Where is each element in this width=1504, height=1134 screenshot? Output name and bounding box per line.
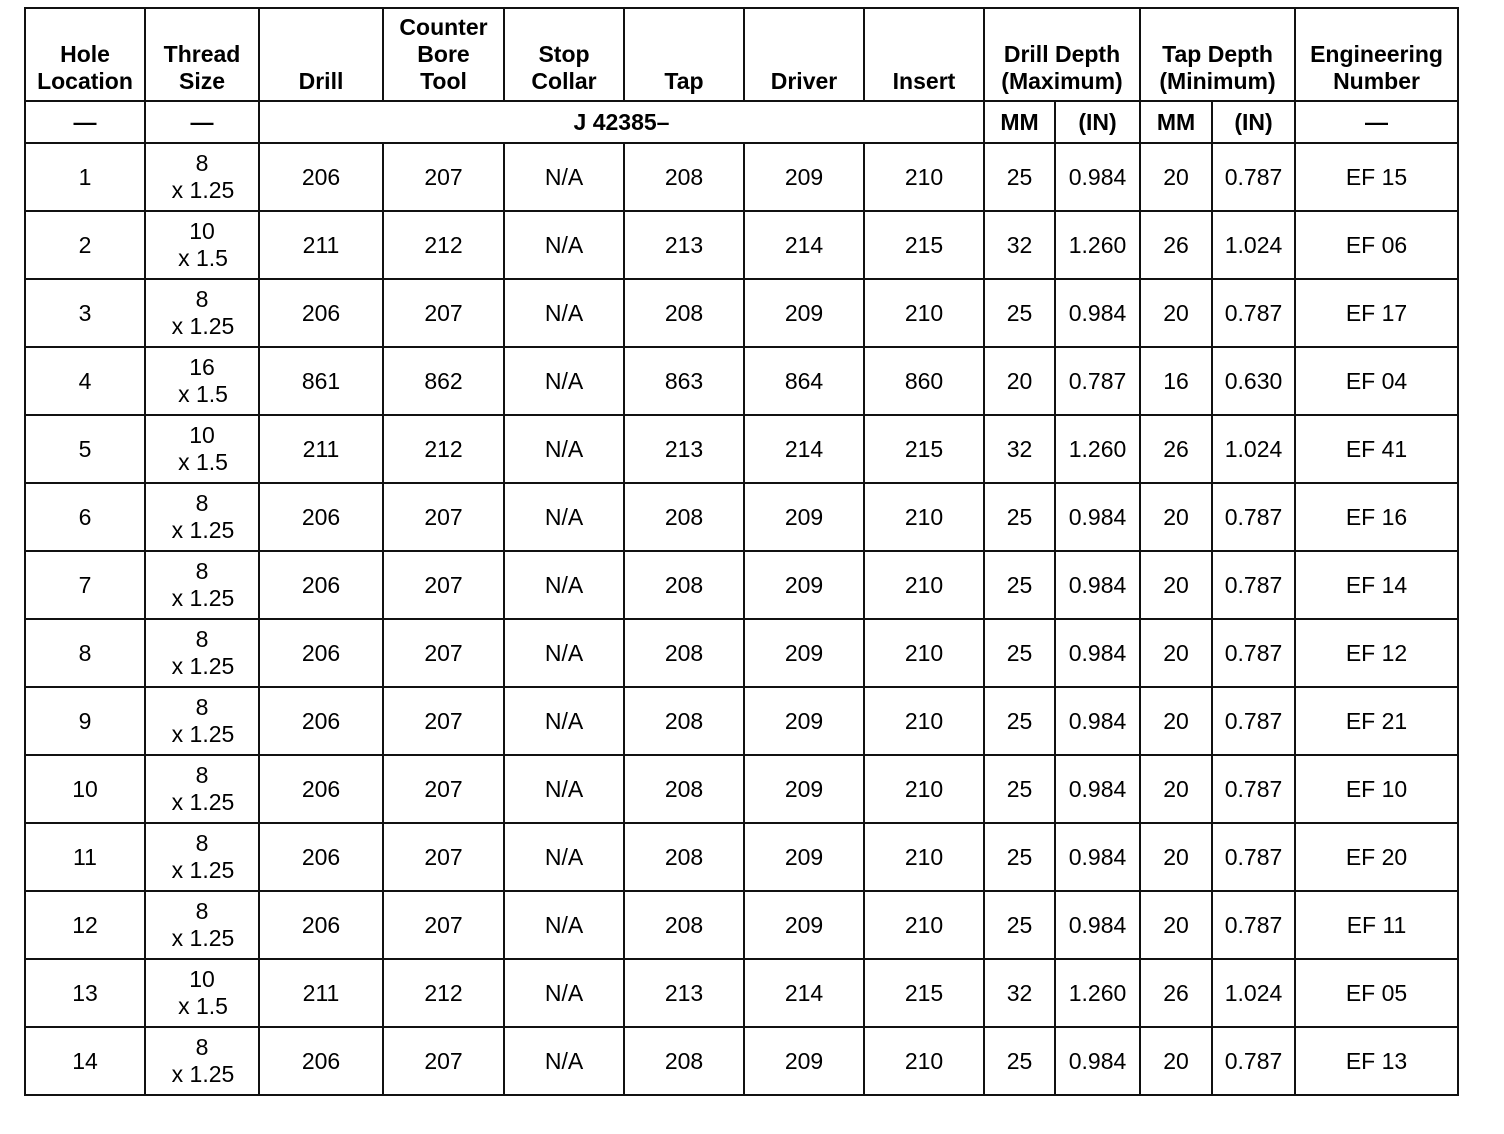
cell-tap: 208 bbox=[624, 755, 744, 823]
cell-engineering-number: EF 11 bbox=[1295, 891, 1458, 959]
cell-stop-collar: N/A bbox=[504, 755, 624, 823]
cell-insert: 210 bbox=[864, 143, 984, 211]
cell-drill-depth-in: 0.984 bbox=[1055, 687, 1140, 755]
cell-drill-depth-in: 0.787 bbox=[1055, 347, 1140, 415]
cell-drill-depth-in: 0.984 bbox=[1055, 143, 1140, 211]
header-tap-depth-line1: Tap Depth bbox=[1162, 41, 1273, 67]
cell-counter-bore-tool: 207 bbox=[383, 143, 504, 211]
table-row bbox=[25, 211, 1458, 279]
cell-tap-depth-mm: 20 bbox=[1140, 687, 1212, 755]
cell-drill: 206 bbox=[259, 619, 383, 687]
cell-tap-depth-mm: 26 bbox=[1140, 415, 1212, 483]
cell-drill-depth-in: 1.260 bbox=[1055, 211, 1140, 279]
thread-diameter: 8 bbox=[195, 694, 209, 720]
thread-diameter: 8 bbox=[195, 286, 209, 312]
table-row bbox=[25, 347, 1458, 415]
cell-engineering-number: EF 05 bbox=[1295, 959, 1458, 1027]
header-engineering-line1: Engineering bbox=[1310, 41, 1443, 67]
cell-drill-depth-in: 0.984 bbox=[1055, 891, 1140, 959]
cell-insert: 210 bbox=[864, 619, 984, 687]
cell-thread-size bbox=[145, 279, 259, 347]
thread-diameter: 10 bbox=[189, 966, 215, 992]
cell-drill-depth-in: 0.984 bbox=[1055, 279, 1140, 347]
cell-counter-bore-tool: 207 bbox=[383, 279, 504, 347]
cell-tap-depth-in: 0.787 bbox=[1212, 823, 1295, 891]
cell-thread-size bbox=[145, 483, 259, 551]
cell-insert: 215 bbox=[864, 211, 984, 279]
cell-thread-size bbox=[145, 415, 259, 483]
cell-driver: 209 bbox=[744, 619, 864, 687]
cell-thread-size bbox=[145, 551, 259, 619]
cell-tap-depth-mm: 20 bbox=[1140, 483, 1212, 551]
cell-tap-depth-in: 0.787 bbox=[1212, 755, 1295, 823]
thread-pitch: x 1.5 bbox=[178, 245, 228, 271]
thread-diameter: 8 bbox=[195, 626, 209, 652]
cell-stop-collar: N/A bbox=[504, 823, 624, 891]
cell-tap-depth-in: 0.787 bbox=[1212, 1027, 1295, 1095]
cell-tap-depth-mm: 26 bbox=[1140, 211, 1212, 279]
cell-engineering-number: EF 21 bbox=[1295, 687, 1458, 755]
thread-pitch: x 1.25 bbox=[171, 721, 235, 747]
header-insert: Insert bbox=[864, 8, 984, 101]
header-engineering-number bbox=[1295, 8, 1458, 101]
header-counter-bore-tool bbox=[383, 8, 504, 101]
thread-pitch: x 1.25 bbox=[171, 517, 235, 543]
cell-driver: 209 bbox=[744, 1027, 864, 1095]
header-driver: Driver bbox=[744, 8, 864, 101]
cell-tap-depth-mm: 26 bbox=[1140, 959, 1212, 1027]
thread-pitch: x 1.5 bbox=[178, 381, 228, 407]
header-thread-size-line2: Size bbox=[178, 68, 226, 94]
cell-tap: 208 bbox=[624, 279, 744, 347]
thread-pitch: x 1.25 bbox=[171, 653, 235, 679]
cell-drill-depth-mm: 25 bbox=[984, 279, 1055, 347]
cell-driver: 214 bbox=[744, 211, 864, 279]
cell-tap-depth-in: 0.787 bbox=[1212, 483, 1295, 551]
cell-insert: 215 bbox=[864, 959, 984, 1027]
cell-stop-collar: N/A bbox=[504, 143, 624, 211]
cell-counter-bore-tool: 207 bbox=[383, 687, 504, 755]
thread-pitch: x 1.5 bbox=[178, 993, 228, 1019]
cell-tap-depth-mm: 20 bbox=[1140, 551, 1212, 619]
hole-tooling-table bbox=[24, 7, 1459, 1096]
cell-thread-size bbox=[145, 891, 259, 959]
cell-drill-depth-mm: 25 bbox=[984, 483, 1055, 551]
cell-counter-bore-tool: 212 bbox=[383, 415, 504, 483]
cell-tap-depth-in: 0.787 bbox=[1212, 279, 1295, 347]
cell-tap-depth-mm: 20 bbox=[1140, 619, 1212, 687]
cell-drill: 206 bbox=[259, 279, 383, 347]
header-hole-location bbox=[25, 8, 145, 101]
units-engineering-number: — bbox=[1295, 101, 1458, 143]
cell-insert: 210 bbox=[864, 483, 984, 551]
units-row bbox=[25, 101, 1458, 143]
cell-driver: 209 bbox=[744, 279, 864, 347]
header-stop-collar-line1: Stop bbox=[538, 41, 590, 67]
cell-drill-depth-in: 0.984 bbox=[1055, 551, 1140, 619]
cell-drill-depth-in: 0.984 bbox=[1055, 619, 1140, 687]
header-tap: Tap bbox=[624, 8, 744, 101]
thread-diameter: 8 bbox=[195, 490, 209, 516]
cell-drill-depth-mm: 25 bbox=[984, 755, 1055, 823]
cell-hole-location: 3 bbox=[25, 279, 145, 347]
cell-counter-bore-tool: 207 bbox=[383, 619, 504, 687]
table-row bbox=[25, 415, 1458, 483]
cell-engineering-number: EF 41 bbox=[1295, 415, 1458, 483]
cell-driver: 209 bbox=[744, 891, 864, 959]
cell-counter-bore-tool: 212 bbox=[383, 959, 504, 1027]
table-row bbox=[25, 619, 1458, 687]
thread-pitch: x 1.25 bbox=[171, 925, 235, 951]
cell-drill: 206 bbox=[259, 891, 383, 959]
cell-engineering-number: EF 10 bbox=[1295, 755, 1458, 823]
units-tap-mm: MM bbox=[1140, 101, 1212, 143]
cell-thread-size bbox=[145, 1027, 259, 1095]
thread-diameter: 8 bbox=[195, 150, 209, 176]
header-drill-depth-line2: (Maximum) bbox=[1001, 68, 1123, 94]
cell-drill: 206 bbox=[259, 823, 383, 891]
table-row bbox=[25, 483, 1458, 551]
header-stop-collar bbox=[504, 8, 624, 101]
thread-pitch: x 1.25 bbox=[171, 313, 235, 339]
header-drill-depth bbox=[984, 8, 1140, 101]
cell-engineering-number: EF 04 bbox=[1295, 347, 1458, 415]
cell-drill-depth-mm: 25 bbox=[984, 619, 1055, 687]
cell-tap: 208 bbox=[624, 483, 744, 551]
cell-drill-depth-mm: 25 bbox=[984, 551, 1055, 619]
header-engineering-line2: Number bbox=[1333, 68, 1420, 94]
cell-drill: 206 bbox=[259, 143, 383, 211]
cell-drill-depth-in: 0.984 bbox=[1055, 823, 1140, 891]
cell-tap-depth-in: 1.024 bbox=[1212, 415, 1295, 483]
thread-diameter: 8 bbox=[195, 1034, 209, 1060]
cell-drill-depth-in: 0.984 bbox=[1055, 483, 1140, 551]
cell-drill-depth-mm: 25 bbox=[984, 823, 1055, 891]
cell-tap-depth-in: 0.787 bbox=[1212, 687, 1295, 755]
cell-hole-location: 2 bbox=[25, 211, 145, 279]
cell-hole-location: 8 bbox=[25, 619, 145, 687]
cell-drill: 206 bbox=[259, 1027, 383, 1095]
cell-tap: 208 bbox=[624, 143, 744, 211]
cell-drill-depth-in: 1.260 bbox=[1055, 415, 1140, 483]
cell-counter-bore-tool: 207 bbox=[383, 823, 504, 891]
thread-diameter: 8 bbox=[195, 830, 209, 856]
cell-drill-depth-mm: 25 bbox=[984, 687, 1055, 755]
cell-tap-depth-in: 0.787 bbox=[1212, 891, 1295, 959]
header-thread-size bbox=[145, 8, 259, 101]
cell-tap-depth-mm: 20 bbox=[1140, 143, 1212, 211]
cell-tap-depth-in: 0.787 bbox=[1212, 143, 1295, 211]
cell-insert: 210 bbox=[864, 1027, 984, 1095]
header-hole-location-line2: Location bbox=[37, 68, 133, 94]
cell-hole-location: 6 bbox=[25, 483, 145, 551]
cell-drill-depth-in: 0.984 bbox=[1055, 1027, 1140, 1095]
cell-insert: 210 bbox=[864, 551, 984, 619]
cell-tap: 213 bbox=[624, 415, 744, 483]
table-row bbox=[25, 755, 1458, 823]
units-hole-location: — bbox=[25, 101, 145, 143]
thread-pitch: x 1.5 bbox=[178, 449, 228, 475]
cell-thread-size bbox=[145, 619, 259, 687]
cell-thread-size bbox=[145, 959, 259, 1027]
cell-thread-size bbox=[145, 211, 259, 279]
cell-insert: 215 bbox=[864, 415, 984, 483]
units-drill-in: (IN) bbox=[1055, 101, 1140, 143]
table-row bbox=[25, 687, 1458, 755]
table-row bbox=[25, 891, 1458, 959]
cell-driver: 864 bbox=[744, 347, 864, 415]
thread-diameter: 8 bbox=[195, 762, 209, 788]
cell-counter-bore-tool: 207 bbox=[383, 1027, 504, 1095]
cell-tap-depth-mm: 20 bbox=[1140, 279, 1212, 347]
thread-pitch: x 1.25 bbox=[171, 857, 235, 883]
thread-diameter: 8 bbox=[195, 558, 209, 584]
units-thread-size: — bbox=[145, 101, 259, 143]
table-row bbox=[25, 959, 1458, 1027]
cell-driver: 209 bbox=[744, 687, 864, 755]
cell-thread-size bbox=[145, 347, 259, 415]
cell-insert: 210 bbox=[864, 823, 984, 891]
cell-thread-size bbox=[145, 687, 259, 755]
cell-driver: 209 bbox=[744, 551, 864, 619]
cell-driver: 209 bbox=[744, 823, 864, 891]
cell-engineering-number: EF 15 bbox=[1295, 143, 1458, 211]
cell-driver: 209 bbox=[744, 143, 864, 211]
header-counter-bore-line1: Counter bbox=[399, 14, 488, 40]
cell-tap-depth-in: 0.787 bbox=[1212, 619, 1295, 687]
cell-hole-location: 11 bbox=[25, 823, 145, 891]
cell-tap-depth-mm: 20 bbox=[1140, 1027, 1212, 1095]
header-counter-bore-line3: Tool bbox=[420, 68, 467, 94]
cell-insert: 210 bbox=[864, 279, 984, 347]
cell-drill-depth-mm: 25 bbox=[984, 891, 1055, 959]
cell-hole-location: 10 bbox=[25, 755, 145, 823]
cell-stop-collar: N/A bbox=[504, 211, 624, 279]
cell-tap-depth-in: 0.630 bbox=[1212, 347, 1295, 415]
table-row bbox=[25, 1027, 1458, 1095]
cell-drill-depth-mm: 32 bbox=[984, 211, 1055, 279]
cell-tap: 208 bbox=[624, 619, 744, 687]
cell-drill: 206 bbox=[259, 687, 383, 755]
table-row bbox=[25, 551, 1458, 619]
thread-diameter: 10 bbox=[189, 422, 215, 448]
cell-drill: 206 bbox=[259, 551, 383, 619]
units-drill-mm: MM bbox=[984, 101, 1055, 143]
cell-stop-collar: N/A bbox=[504, 619, 624, 687]
cell-stop-collar: N/A bbox=[504, 891, 624, 959]
cell-stop-collar: N/A bbox=[504, 415, 624, 483]
cell-drill-depth-mm: 32 bbox=[984, 415, 1055, 483]
cell-drill-depth-mm: 25 bbox=[984, 1027, 1055, 1095]
cell-insert: 860 bbox=[864, 347, 984, 415]
cell-engineering-number: EF 14 bbox=[1295, 551, 1458, 619]
table-body bbox=[25, 101, 1458, 1095]
header-hole-location-line1: Hole bbox=[60, 41, 110, 67]
cell-tap: 208 bbox=[624, 551, 744, 619]
cell-driver: 209 bbox=[744, 755, 864, 823]
cell-driver: 214 bbox=[744, 959, 864, 1027]
header-thread-size-line1: Thread bbox=[163, 41, 241, 67]
thread-diameter: 10 bbox=[189, 218, 215, 244]
cell-drill-depth-mm: 25 bbox=[984, 143, 1055, 211]
cell-stop-collar: N/A bbox=[504, 687, 624, 755]
cell-hole-location: 14 bbox=[25, 1027, 145, 1095]
cell-thread-size bbox=[145, 823, 259, 891]
cell-hole-location: 7 bbox=[25, 551, 145, 619]
cell-stop-collar: N/A bbox=[504, 483, 624, 551]
thread-diameter: 8 bbox=[195, 898, 209, 924]
cell-insert: 210 bbox=[864, 687, 984, 755]
cell-hole-location: 5 bbox=[25, 415, 145, 483]
header-drill-depth-line1: Drill Depth bbox=[1003, 41, 1121, 67]
cell-tap: 213 bbox=[624, 211, 744, 279]
thread-diameter: 16 bbox=[189, 354, 215, 380]
cell-tap-depth-mm: 20 bbox=[1140, 823, 1212, 891]
cell-counter-bore-tool: 207 bbox=[383, 891, 504, 959]
thread-pitch: x 1.25 bbox=[171, 585, 235, 611]
units-tap-in: (IN) bbox=[1212, 101, 1295, 143]
cell-engineering-number: EF 20 bbox=[1295, 823, 1458, 891]
units-tool-prefix: J 42385– bbox=[259, 101, 984, 143]
cell-driver: 209 bbox=[744, 483, 864, 551]
cell-stop-collar: N/A bbox=[504, 551, 624, 619]
cell-drill-depth-mm: 32 bbox=[984, 959, 1055, 1027]
cell-tap: 208 bbox=[624, 1027, 744, 1095]
thread-pitch: x 1.25 bbox=[171, 177, 235, 203]
cell-drill: 206 bbox=[259, 755, 383, 823]
cell-insert: 210 bbox=[864, 891, 984, 959]
cell-hole-location: 12 bbox=[25, 891, 145, 959]
cell-hole-location: 4 bbox=[25, 347, 145, 415]
cell-hole-location: 1 bbox=[25, 143, 145, 211]
cell-drill: 211 bbox=[259, 211, 383, 279]
table-row bbox=[25, 823, 1458, 891]
cell-drill-depth-mm: 20 bbox=[984, 347, 1055, 415]
header-stop-collar-line2: Collar bbox=[531, 68, 597, 94]
cell-tap-depth-in: 0.787 bbox=[1212, 551, 1295, 619]
cell-tap: 208 bbox=[624, 687, 744, 755]
cell-tap: 208 bbox=[624, 891, 744, 959]
cell-tap-depth-mm: 20 bbox=[1140, 891, 1212, 959]
thread-pitch: x 1.25 bbox=[171, 1061, 235, 1087]
cell-drill: 861 bbox=[259, 347, 383, 415]
cell-tap: 213 bbox=[624, 959, 744, 1027]
cell-drill-depth-in: 1.260 bbox=[1055, 959, 1140, 1027]
cell-tap-depth-in: 1.024 bbox=[1212, 959, 1295, 1027]
cell-tap: 863 bbox=[624, 347, 744, 415]
header-drill: Drill bbox=[259, 8, 383, 101]
cell-drill: 206 bbox=[259, 483, 383, 551]
cell-drill: 211 bbox=[259, 959, 383, 1027]
header-counter-bore-line2: Bore bbox=[417, 41, 470, 67]
cell-insert: 210 bbox=[864, 755, 984, 823]
cell-stop-collar: N/A bbox=[504, 347, 624, 415]
thread-pitch: x 1.25 bbox=[171, 789, 235, 815]
cell-counter-bore-tool: 862 bbox=[383, 347, 504, 415]
cell-counter-bore-tool: 212 bbox=[383, 211, 504, 279]
cell-stop-collar: N/A bbox=[504, 279, 624, 347]
cell-hole-location: 13 bbox=[25, 959, 145, 1027]
cell-engineering-number: EF 12 bbox=[1295, 619, 1458, 687]
table-row bbox=[25, 143, 1458, 211]
cell-thread-size bbox=[145, 755, 259, 823]
cell-hole-location: 9 bbox=[25, 687, 145, 755]
cell-counter-bore-tool: 207 bbox=[383, 483, 504, 551]
cell-thread-size bbox=[145, 143, 259, 211]
cell-tap: 208 bbox=[624, 823, 744, 891]
cell-engineering-number: EF 17 bbox=[1295, 279, 1458, 347]
cell-engineering-number: EF 13 bbox=[1295, 1027, 1458, 1095]
cell-tap-depth-mm: 16 bbox=[1140, 347, 1212, 415]
cell-driver: 214 bbox=[744, 415, 864, 483]
cell-stop-collar: N/A bbox=[504, 1027, 624, 1095]
header-row bbox=[25, 8, 1458, 101]
cell-counter-bore-tool: 207 bbox=[383, 755, 504, 823]
table-row bbox=[25, 279, 1458, 347]
cell-tap-depth-mm: 20 bbox=[1140, 755, 1212, 823]
cell-engineering-number: EF 06 bbox=[1295, 211, 1458, 279]
cell-counter-bore-tool: 207 bbox=[383, 551, 504, 619]
header-tap-depth-line2: (Minimum) bbox=[1159, 68, 1276, 94]
cell-drill: 211 bbox=[259, 415, 383, 483]
cell-drill-depth-in: 0.984 bbox=[1055, 755, 1140, 823]
cell-stop-collar: N/A bbox=[504, 959, 624, 1027]
header-tap-depth bbox=[1140, 8, 1295, 101]
cell-engineering-number: EF 16 bbox=[1295, 483, 1458, 551]
cell-tap-depth-in: 1.024 bbox=[1212, 211, 1295, 279]
